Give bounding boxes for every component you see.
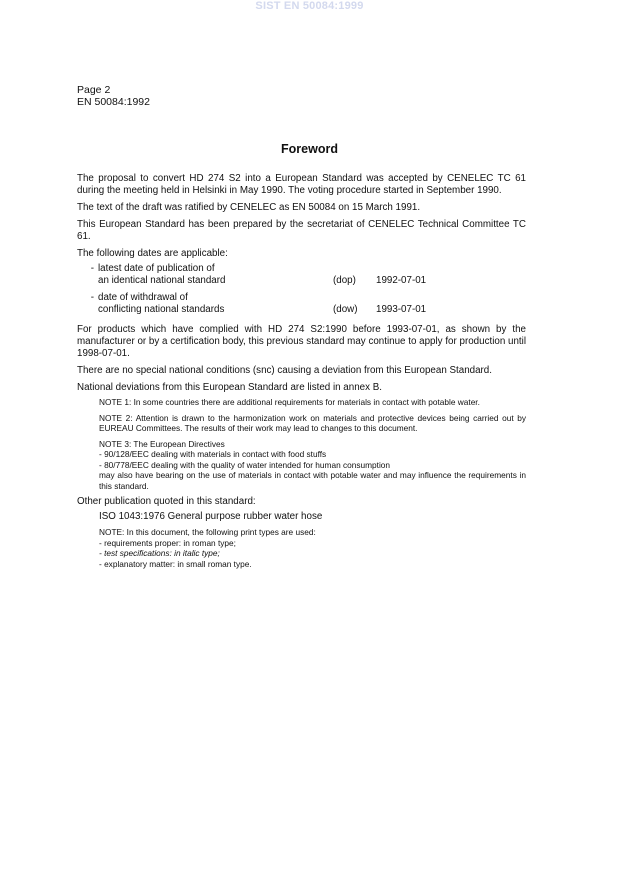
print-types-note <box>99 527 526 569</box>
page-title: Foreword <box>281 142 338 156</box>
note-3-conclusion: may also have bearing on the use of materials in contact with potable water and may influence the requirements in this standard. <box>99 470 526 491</box>
note-3-directive-1: - 90/128/EEC dealing with materials in contact with food stuffs <box>99 449 327 459</box>
watermark: SIST EN 50084:1999 <box>255 0 364 12</box>
date-description-line1: latest date of publication of <box>98 263 215 274</box>
page-header <box>77 84 150 108</box>
date-description-line2: conflicting national standards <box>98 304 225 315</box>
paragraph-national-deviations: National deviations from this European Standard are listed in annex B. <box>77 382 382 393</box>
standard-reference: EN 50084:1992 <box>77 96 150 108</box>
print-type-roman: - requirements proper: in roman type; <box>99 537 236 548</box>
note-3-title: NOTE 3: The European Directives <box>99 438 225 449</box>
date-value: 1993-07-01 <box>376 304 427 315</box>
date-value: 1992-07-01 <box>376 275 427 286</box>
note-3-directive-2: - 80/778/EEC dealing with the quality of water intended for human consumption <box>99 459 391 470</box>
print-type-italic: - test specifications: in italic type; <box>99 548 220 558</box>
date-description <box>98 292 333 316</box>
note-3 <box>99 439 526 492</box>
print-type-small-roman: - explanatory matter: in small roman type. <box>99 558 252 569</box>
date-description-line1: date of withdrawal of <box>98 292 188 303</box>
note-1: NOTE 1: In some countries there are additional requirements for materials in contact with potable water. <box>99 397 480 407</box>
paragraph-transition: For products which have complied with HD 274 S2:1990 before 1993-07-01, as shown by the manufacturer or by a certification body, this previous standard may continue to apply for production until 1998-07-01. <box>77 324 526 359</box>
date-item-dow <box>77 292 526 316</box>
print-types-intro: NOTE: In this document, the following print types are used: <box>99 527 316 537</box>
document-body <box>77 173 526 574</box>
date-abbreviation: (dop) <box>333 275 356 286</box>
paragraph-other-publication: Other publication quoted in this standard: <box>77 496 256 507</box>
paragraph-snc: There are no special national conditions (snc) causing a deviation from this European Standard. <box>77 365 492 376</box>
date-item-dop <box>77 263 526 287</box>
paragraph-dates-intro: The following dates are applicable: <box>77 248 228 259</box>
paragraph-secretariat: This European Standard has been prepared by the secretariat of CENELEC Technical Committee TC 61. <box>77 219 526 242</box>
date-description <box>98 263 333 287</box>
page-number: Page 2 <box>77 84 111 96</box>
date-description-line2: an identical national standard <box>98 275 226 286</box>
list-dash: - <box>90 292 94 303</box>
iso-reference: ISO 1043:1976 General purpose rubber water hose <box>99 511 323 522</box>
dates-list <box>77 263 526 316</box>
note-2: NOTE 2: Attention is drawn to the harmonization work on materials and protective devices being carried out by EUREAU Committees. The results of their work may lead to changes to this document. <box>99 412 526 433</box>
paragraph-proposal: The proposal to convert HD 274 S2 into a European Standard was accepted by CENELEC TC 61 during the meeting held in Helsinki in May 1990. The voting procedure started in September 1990. <box>77 173 526 196</box>
date-abbreviation: (dow) <box>333 304 358 315</box>
list-dash: - <box>90 263 94 274</box>
paragraph-ratification: The text of the draft was ratified by CENELEC as EN 50084 on 15 March 1991. <box>77 202 421 213</box>
